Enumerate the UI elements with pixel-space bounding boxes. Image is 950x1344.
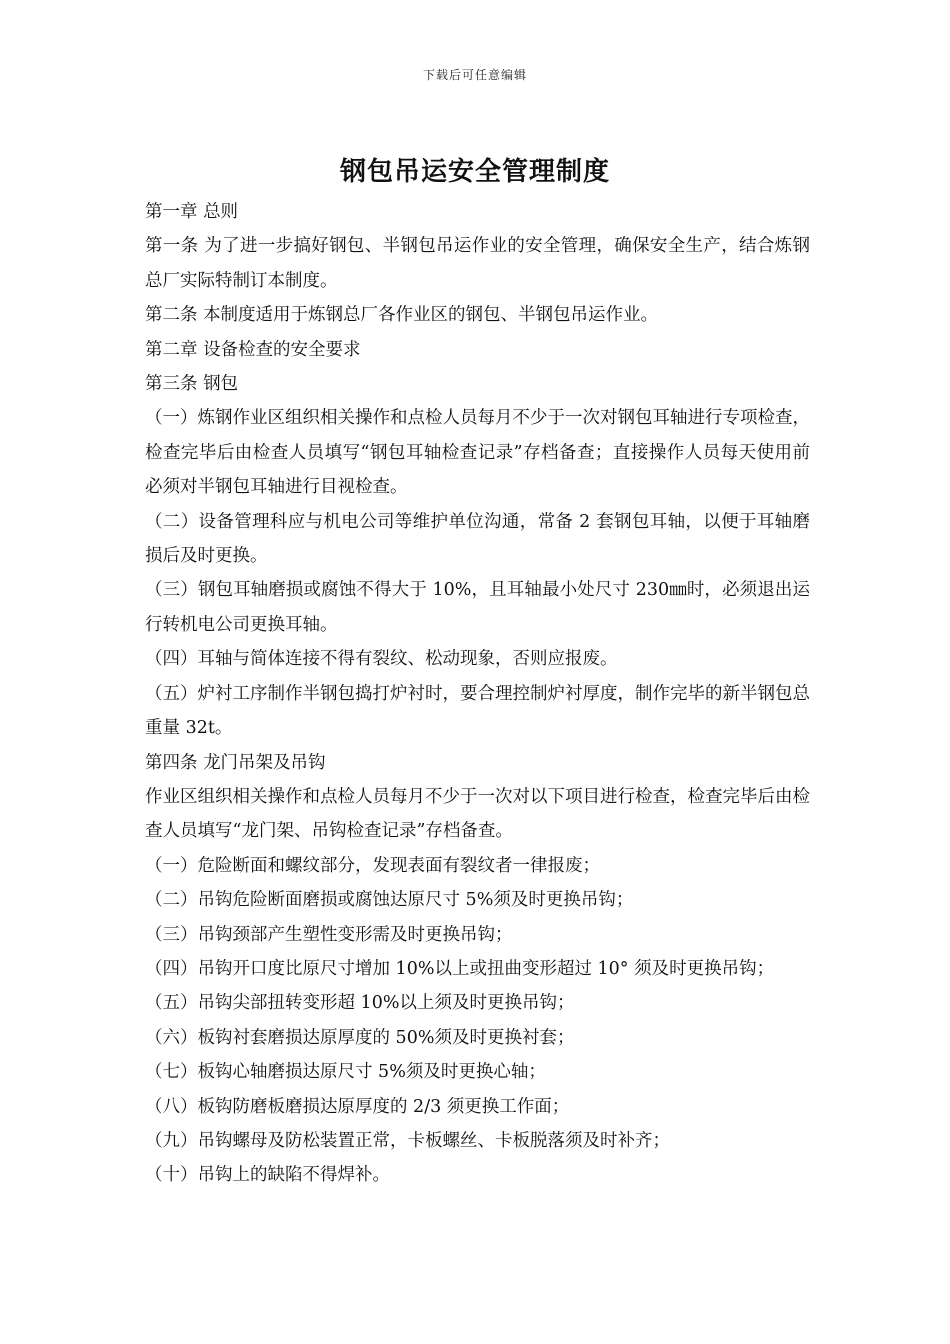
chapter-heading: 第二章 设备检查的安全要求: [145, 339, 361, 360]
clause-item: （八）板钩防磨板磨损达原厚度的 2/3 须更换工作面；: [145, 1096, 570, 1117]
clause-item: （十）吊钩上的缺陷不得焊补。: [145, 1165, 390, 1186]
clause-item: （九）吊钩螺母及防松装置正常，卡板螺丝、卡板脱落须及时补齐；: [145, 1130, 670, 1151]
clause-item: （五）吊钩尖部扭转变形超 10%以上须及时更换吊钩；: [145, 993, 575, 1014]
article-paragraph: 第一条 为了进一步搞好钢包、半钢包吊运作业的安全管理，确保安全生产，结合炼钢总厂实际特制订本制度。: [145, 236, 810, 291]
clause-paragraph: （一）炼钢作业区组织相关操作和点检人员每月不少于一次对钢包耳轴进行专项检查，检查完毕后由检查人员填写“钢包耳轴检查记录”存档备查；直接操作人员每天使用前必须对半钢包耳轴进行目视检查。: [145, 408, 810, 498]
clause-paragraph: （二）设备管理科应与机电公司等维护单位沟通，常备 2 套钢包耳轴，以便于耳轴磨损后及时更换。: [145, 511, 810, 567]
clause-item: （二）吊钩危险断面磨损或腐蚀达原尺寸 5%须及时更换吊钩；: [145, 890, 634, 911]
clause-paragraph: （三）钢包耳轴磨损或腐蚀不得大于 10%，且耳轴最小处尺寸 230㎜时，必须退出运行转机电公司更换耳轴。: [145, 580, 810, 635]
chapter-heading: 第一章 总则: [145, 202, 239, 222]
clause-item: （六）板钩衬套磨损达原厚度的 50%须及时更换衬套；: [145, 1027, 575, 1048]
article-heading: 第三条 钢包: [145, 374, 239, 395]
article-paragraph: 第二条 本制度适用于炼钢总厂各作业区的钢包、半钢包吊运作业。: [145, 305, 659, 326]
clause-item: （四）吊钩开口度比原尺寸增加 10%以上或扭曲变形超过 10° 须及时更换吊钩；: [145, 958, 775, 979]
article-paragraph: 作业区组织相关操作和点检人员每月不少于一次对以下项目进行检查，检查完毕后由检查人员填写“龙门架、吊钩检查记录”存档备查。: [145, 786, 810, 842]
clause-item: （七）板钩心轴磨损达原尺寸 5%须及时更换心轴；: [145, 1062, 546, 1083]
clause-item: （一）危险断面和螺纹部分，发现表面有裂纹者一律报废；: [145, 855, 600, 876]
clause-paragraph: （四）耳轴与简体连接不得有裂纹、松动现象，否则应报废。: [145, 649, 618, 670]
document-body: [145, 195, 810, 1193]
clause-item: （三）吊钩颈部产生塑性变形需及时更换吊钩；: [145, 924, 513, 945]
document-title: 钢包吊运安全管理制度: [339, 157, 610, 187]
article-heading: 第四条 龙门吊架及吊钩: [145, 752, 326, 773]
clause-paragraph: （五）炉衬工序制作半钢包捣打炉衬时，要合理控制炉衬厚度，制作完毕的新半钢包总重量 32t。: [145, 683, 810, 739]
header-note: 下载后可任意编辑: [422, 68, 527, 82]
